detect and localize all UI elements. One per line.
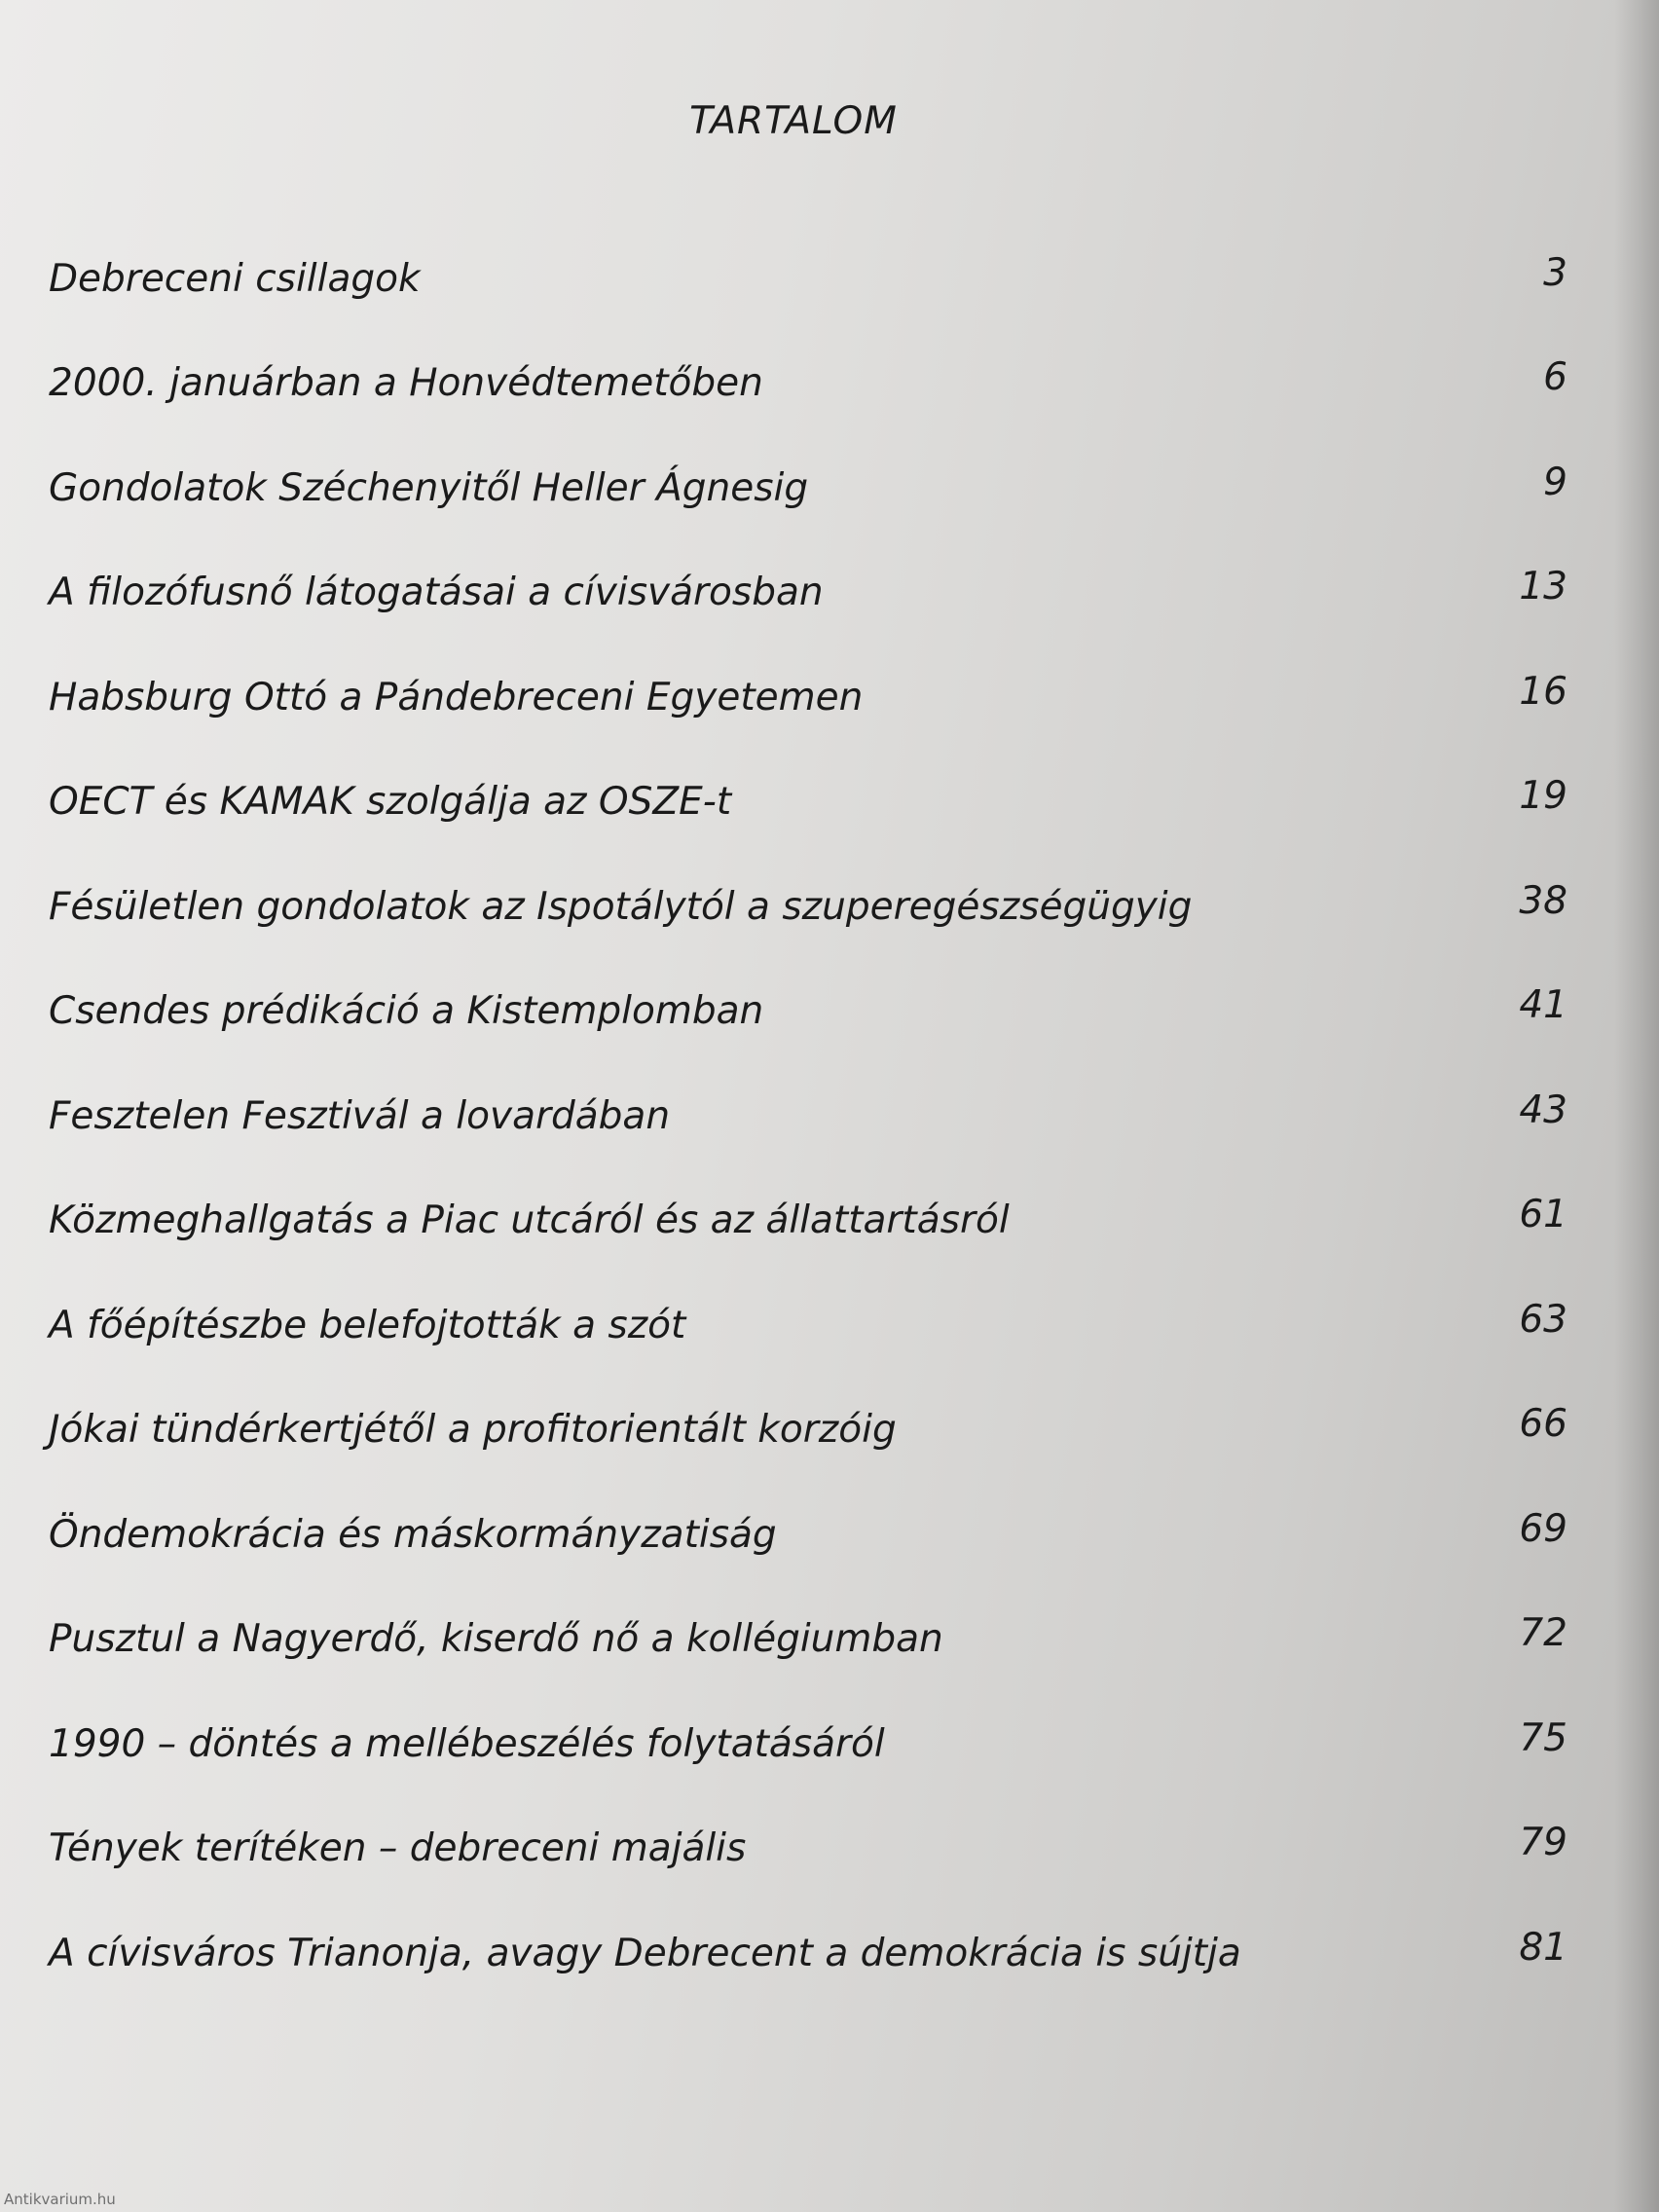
toc-entry-title: Tények terítéken – debreceni majális — [49, 1826, 747, 1870]
toc-entry-page: 75 — [1519, 1716, 1567, 1760]
toc-entry-title: 2000. januárban a Honvédtemetőben — [49, 361, 763, 405]
toc-entry-page: 72 — [1519, 1611, 1567, 1655]
toc-entry-page: 61 — [1519, 1193, 1567, 1236]
toc-entry-page: 3 — [1543, 251, 1567, 295]
toc-entry-title: OECT és KAMAK szolgálja az OSZE-t — [49, 780, 732, 824]
toc-entry[interactable] — [0, 1716, 1659, 1781]
page-title: TARTALOM — [689, 99, 898, 143]
toc-entry-title: A cívisváros Trianonja, avagy Debrecent a demokrácia is sújtja — [49, 1932, 1241, 1975]
toc-entry-page: 19 — [1519, 774, 1567, 818]
toc-entry-title: Közmeghallgatás a Piac utcáról és az állattartásról — [49, 1198, 1010, 1242]
toc-entry-page: 38 — [1519, 879, 1567, 923]
toc-entry-page: 43 — [1519, 1088, 1567, 1132]
toc-entry[interactable] — [0, 251, 1659, 315]
toc-entry-page: 63 — [1519, 1298, 1567, 1342]
toc-entry-page: 9 — [1543, 461, 1567, 504]
toc-entry[interactable] — [0, 1507, 1659, 1571]
toc-entry[interactable] — [0, 1611, 1659, 1676]
toc-entry-page: 69 — [1519, 1507, 1567, 1551]
toc-entry[interactable] — [0, 1298, 1659, 1362]
toc-entry-title: A főépítészbe belefojtották a szót — [49, 1304, 686, 1347]
toc-entry-page: 41 — [1519, 983, 1567, 1027]
toc-entry-page: 6 — [1543, 355, 1567, 399]
watermark: Antikvarium.hu — [4, 2191, 116, 2208]
toc-entry[interactable] — [0, 461, 1659, 525]
toc-entry-title: Fésületlen gondolatok az Ispotálytól a szuperegészségügyig — [49, 885, 1193, 929]
toc-entry-title: Öndemokrácia és máskormányzatiság — [49, 1513, 777, 1557]
toc-entry[interactable] — [0, 1088, 1659, 1153]
toc-entry[interactable] — [0, 670, 1659, 734]
toc-entry-title: Csendes prédikáció a Kistemplomban — [49, 989, 764, 1033]
toc-entry[interactable] — [0, 355, 1659, 420]
toc-entry-title: A filozófusnő látogatásai a cívisvárosban — [49, 571, 824, 614]
toc-entry-title: Jókai tündérkertjétől a profitorientált korzóig — [49, 1408, 897, 1452]
toc-entry[interactable] — [0, 983, 1659, 1048]
toc-entry-title: Gondolatok Széchenyitől Heller Ágnesig — [49, 466, 809, 510]
toc-entry-page: 66 — [1519, 1402, 1567, 1446]
toc-entry[interactable] — [0, 774, 1659, 838]
toc-entry[interactable] — [0, 1193, 1659, 1257]
toc-entry-title: Fesztelen Fesztivál a lovardában — [49, 1094, 671, 1138]
toc-entry-page: 16 — [1519, 670, 1567, 714]
toc-entry[interactable] — [0, 565, 1659, 629]
toc-entry-title: Habsburg Ottó a Pándebreceni Egyetemen — [49, 676, 864, 719]
toc-entry-title: Pusztul a Nagyerdő, kiserdő nő a kollégiumban — [49, 1617, 943, 1661]
toc-entry[interactable] — [0, 1402, 1659, 1466]
toc-entry-title: 1990 – döntés a mellébeszélés folytatásáról — [49, 1722, 885, 1766]
toc-entry-page: 79 — [1519, 1821, 1567, 1864]
toc-entry-page: 81 — [1519, 1926, 1567, 1970]
toc-entry[interactable] — [0, 1926, 1659, 1990]
toc-entry[interactable] — [0, 1821, 1659, 1885]
toc-entry-title: Debreceni csillagok — [49, 257, 421, 301]
toc-entry[interactable] — [0, 879, 1659, 943]
toc-entry-page: 13 — [1519, 565, 1567, 608]
